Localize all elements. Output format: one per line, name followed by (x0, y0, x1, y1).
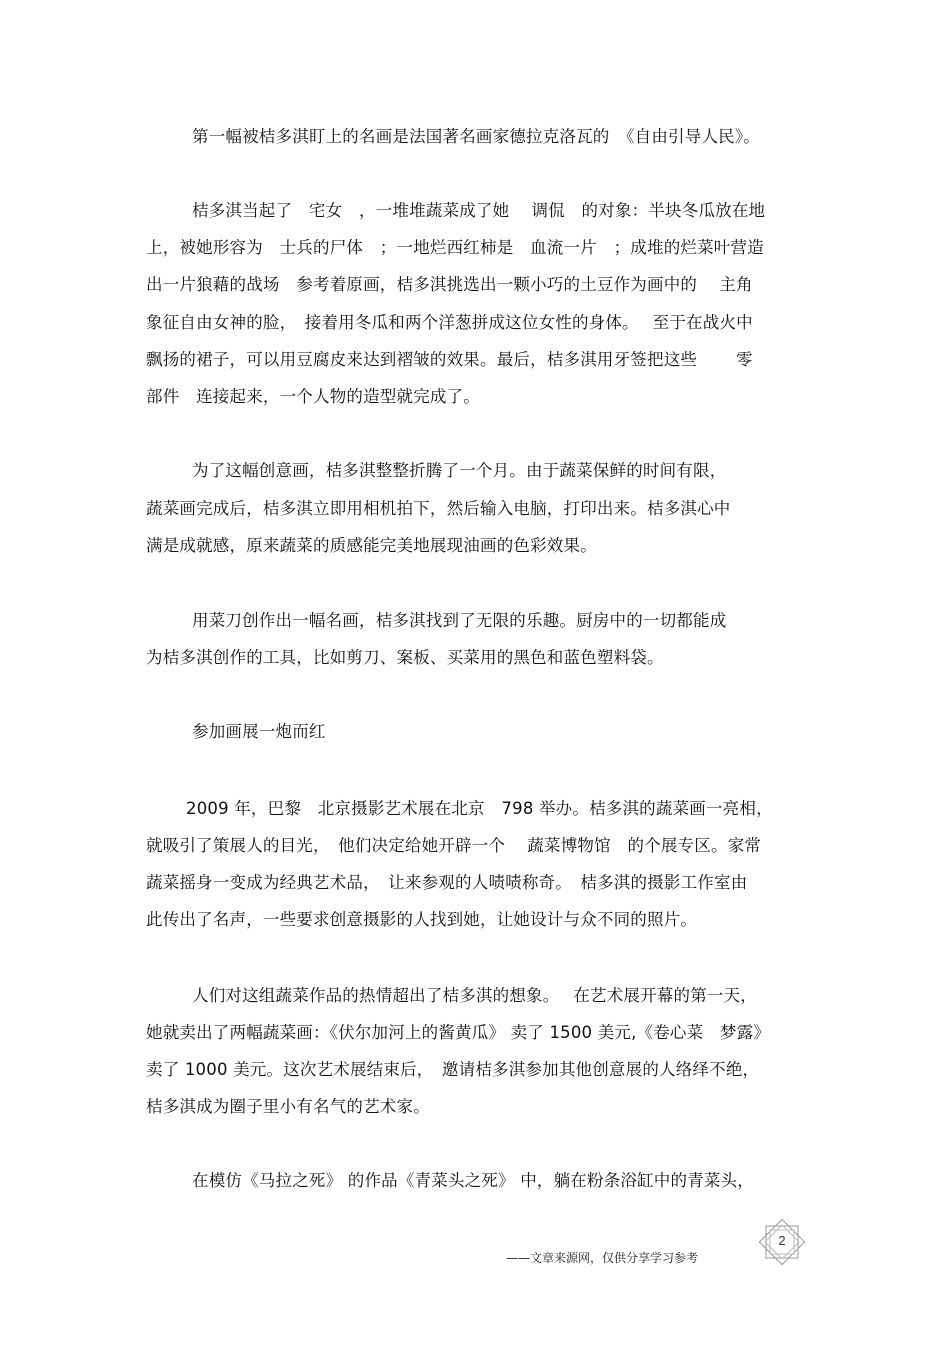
section-heading: 参加画展一炮而红 (192, 722, 326, 741)
paragraph-line: 在模仿《马拉之死》 的作品《青菜头之死》 中，躺在粉条浴缸中的青菜头， (192, 1171, 754, 1190)
paragraph-line: 上，被她形容为 士兵的尸体 ；一地烂西红柿是 血流一片 ；成堆的烂菜叶营造 (146, 238, 764, 257)
paragraph-line: 2009 年，巴黎 北京摄影艺术展在北京 798 举办。桔多淇的蔬菜画一亮相， (186, 799, 773, 818)
paragraph-line: 为了这幅创意画，桔多淇整整折腾了一个月。由于蔬菜保鲜的时间有限， (192, 461, 727, 480)
paragraph-line: 出一片狼藉的战场 参考着原画，桔多淇挑选出一颗小巧的土豆作为画中的 主角 (146, 275, 753, 294)
paragraph-line: 部件 连接起来，一个人物的造型就完成了。 (146, 387, 480, 406)
paragraph-line: 蔬菜画完成后，桔多淇立即用相机拍下，然后输入电脑，打印出来。桔多淇心中 (146, 499, 731, 518)
paragraph-line: 就吸引了策展人的目光， 他们决定给她开辟一个 蔬菜博物馆 的个展专区。家常 (146, 836, 762, 855)
paragraph-line: 她就卖出了两幅蔬菜画：《伏尔加河上的酱黄瓜》 卖了 1500 美元,《卷心菜 梦露》 (146, 1023, 771, 1042)
page-number: 2 (778, 1233, 786, 1248)
paragraph-line: 人们对这组蔬菜作品的热情超出了桔多淇的想象。 在艺术展开幕的第一天， (192, 986, 757, 1005)
paragraph-line: 象征自由女神的脸， 接着用冬瓜和两个洋葱拼成这位女性的身体。 至于在战火中 (146, 313, 753, 332)
paragraph-line: 此传出了名声，一些要求创意摄影的人找到她，让她设计与众不同的照片。 (146, 910, 698, 929)
paragraph-line: 桔多淇成为圈子里小有名气的艺术家。 (146, 1097, 430, 1116)
paragraph-line: 第一幅被桔多淇盯上的名画是法国著名画家德拉克洛瓦的 《自由引导人民》。 (192, 127, 760, 146)
paragraph-line: 为桔多淇创作的工具，比如剪刀、案板、买菜用的黑色和蓝色塑料袋。 (146, 648, 664, 667)
paragraph-line: 桔多淇当起了 宅女 ，一堆堆蔬菜成了她 调侃 的对象：半块冬瓜放在地 (192, 201, 766, 220)
paragraph-line: 满是成就感，原来蔬菜的质感能完美地展现油画的色彩效果。 (146, 536, 597, 555)
footer-source-note: ——文章来源网，仅供分享学习参考 (506, 1251, 699, 1265)
paragraph-line: 蔬菜摇身一变成为经典艺术品， 让来参观的人啧啧称奇。 桔多淇的摄影工作室由 (146, 873, 748, 892)
paragraph-line: 用菜刀创作出一幅名画，桔多淇找到了无限的乐趣。厨房中的一切都能成 (192, 611, 727, 630)
page-number-badge (758, 1219, 806, 1265)
paragraph-line: 飘扬的裙子，可以用豆腐皮来达到褶皱的效果。最后，桔多淇用牙签把这些 零 (146, 350, 753, 369)
paragraph-line: 卖了 1000 美元。这次艺术展结束后， 邀请桔多淇参加其他创意展的人络绎不绝， (146, 1060, 760, 1079)
